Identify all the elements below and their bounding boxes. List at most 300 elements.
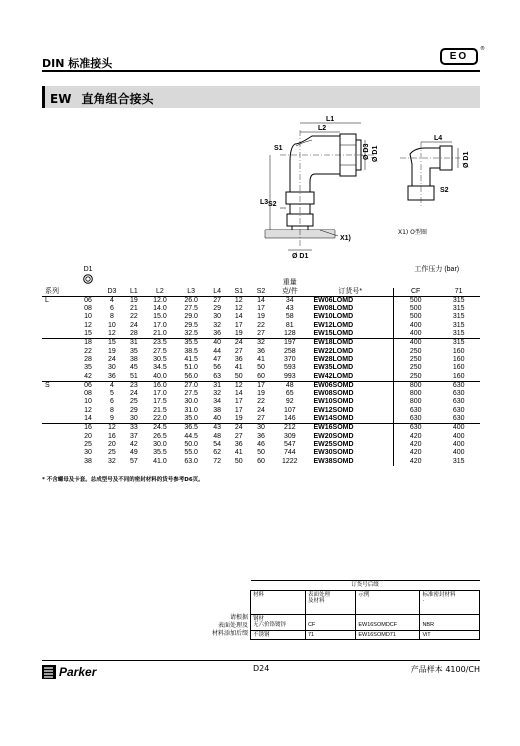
- table-cell: 400: [452, 449, 465, 457]
- table-cell: 12: [234, 381, 243, 389]
- table-cell: 45: [129, 364, 138, 372]
- table-cell: EW30SOMD: [313, 449, 354, 457]
- table-cell: 315: [452, 313, 465, 321]
- table-cell: 17: [257, 305, 265, 313]
- table-cell: EW14SOMD: [313, 415, 354, 423]
- table-cell: 12: [234, 296, 243, 304]
- section-name: 直角组合接头: [81, 92, 154, 106]
- table-cell: 72: [213, 457, 222, 465]
- table-cell: 309: [283, 432, 296, 440]
- table-cell: 250: [394, 356, 438, 364]
- table-cell: 27: [257, 415, 265, 423]
- table-cell: 5: [109, 390, 114, 398]
- table-cell: 40.0: [153, 372, 167, 380]
- table-cell: 30: [84, 449, 92, 457]
- table-cell: 30: [257, 424, 265, 432]
- table-cell: EW28LOMD: [313, 355, 354, 363]
- col-header-l2: L2: [156, 287, 164, 295]
- table-cell: 27: [257, 330, 265, 338]
- table-cell: 993: [283, 372, 296, 380]
- table-cell: 400: [394, 330, 438, 339]
- dim-label-d1-detail: Ø D1: [463, 151, 470, 168]
- table-cell: 400: [452, 440, 465, 448]
- table-cell: EW08SOMD: [313, 390, 354, 398]
- table-cell: 8: [109, 313, 114, 321]
- table-cell: EW16SOMD: [313, 424, 354, 432]
- table-row: [42, 348, 480, 356]
- table-cell: 63: [213, 372, 222, 380]
- table-cell: 22: [257, 321, 265, 329]
- table-cell: 17.5: [153, 398, 167, 406]
- table-cell: 14: [257, 296, 265, 304]
- table-cell: 60: [257, 457, 265, 465]
- table-cell: 27: [234, 347, 243, 355]
- table-row: [42, 313, 480, 321]
- table-cell: [42, 305, 76, 313]
- parker-logo: [42, 662, 106, 682]
- table-cell: EW38SOMD: [313, 457, 354, 465]
- table-row: [42, 458, 480, 466]
- section-title: [50, 90, 153, 107]
- table-cell: 65: [285, 390, 294, 398]
- table-cell: 250: [394, 364, 438, 372]
- col-header-l4: L4: [213, 287, 222, 295]
- table-cell: 08: [84, 305, 92, 313]
- table-cell: 34: [285, 296, 294, 304]
- table-cell: 56: [213, 364, 222, 372]
- section-code: EW: [50, 92, 72, 106]
- table-cell: 22: [84, 347, 92, 355]
- table-cell: 24: [257, 406, 265, 414]
- suffix-table: [250, 580, 480, 640]
- table-cell: 24: [129, 321, 138, 329]
- table-cell: 420: [394, 433, 438, 441]
- table-cell: 160: [452, 347, 465, 355]
- table-row: [42, 441, 480, 449]
- table-cell: 49: [129, 449, 138, 457]
- table-cell: 15: [84, 330, 92, 338]
- table-cell: 8: [109, 406, 114, 414]
- table-cell: 27.5: [184, 305, 198, 313]
- suffix-side-note: 请根据 表面处理及 材料添加后缀: [211, 614, 248, 637]
- table-cell: 34: [213, 398, 222, 406]
- table-cell: 36: [257, 432, 265, 440]
- table-cell: 315: [452, 296, 465, 304]
- table-cell: 34.5: [153, 364, 167, 372]
- table-cell: 40: [213, 339, 222, 347]
- table-cell: [42, 424, 76, 433]
- table-cell: 32: [257, 339, 265, 347]
- table-cell: 30: [213, 313, 222, 321]
- table-cell: 593: [283, 364, 296, 372]
- table-cell: 160: [452, 355, 465, 363]
- table-cell: 197: [283, 339, 296, 347]
- dimension-table: [42, 266, 480, 466]
- table-cell: 41: [257, 355, 265, 363]
- table-cell: 24: [234, 424, 243, 432]
- table-cell: 30: [108, 364, 116, 372]
- table-cell: 29: [213, 305, 222, 313]
- col-header-cf: CF: [394, 288, 438, 297]
- table-cell: 15.0: [153, 313, 167, 321]
- table-cell: 35: [84, 364, 92, 372]
- table-cell: 315: [452, 321, 465, 329]
- table-row: [42, 373, 480, 382]
- table-cell: 10: [108, 321, 116, 329]
- table-row: [42, 339, 480, 348]
- table-cell: 17: [234, 398, 243, 406]
- table-cell: 37: [129, 432, 138, 440]
- dim-label-d1: Ø D1: [372, 145, 379, 162]
- table-cell: 250: [394, 348, 438, 356]
- table-row: [42, 449, 480, 457]
- table-cell: EW22LOMD: [313, 347, 354, 355]
- table-cell: 41: [234, 364, 243, 372]
- dim-label-l2: L2: [318, 125, 327, 132]
- table-cell: [42, 441, 76, 449]
- table-cell: 28: [129, 330, 138, 338]
- table-cell: 46: [257, 440, 265, 448]
- suffix-header-seal: 标准密封材料 ·: [420, 590, 480, 614]
- table-row: [42, 356, 480, 364]
- table-cell: EW18LOMD: [313, 339, 354, 347]
- table-row: [42, 381, 480, 390]
- table-row: [42, 322, 480, 330]
- table-cell: [42, 322, 76, 330]
- table-cell: 48: [285, 381, 294, 389]
- table-cell: 800: [394, 381, 438, 390]
- table-cell: 06: [84, 381, 92, 389]
- table-cell: EW08LOMD: [313, 305, 354, 313]
- table-cell: [42, 415, 76, 424]
- dim-label-d3: Ø D3: [363, 143, 370, 160]
- table-cell: 57: [129, 457, 138, 465]
- logo-text: EO: [449, 51, 469, 62]
- table-cell: 22: [129, 313, 138, 321]
- table-cell: 31.0: [184, 406, 198, 414]
- footnote: * 不含螺母及卡套。总成型号及不同的密封材料的货号参考D6页。: [42, 477, 204, 483]
- table-cell: 21: [129, 305, 138, 313]
- table-cell: 41: [234, 449, 243, 457]
- table-cell: 21.0: [153, 330, 167, 338]
- table-cell: 315: [452, 457, 465, 465]
- weight-header: 重量: [282, 279, 297, 287]
- table-cell: 12.0: [153, 296, 167, 304]
- table-cell: 36: [234, 440, 243, 448]
- table-cell: 40: [213, 415, 222, 423]
- table-cell: 19: [257, 390, 265, 398]
- table-cell: 20: [84, 432, 92, 440]
- table-cell: [42, 356, 76, 364]
- col-header-order: 订货号*: [338, 287, 363, 295]
- table-cell: 43: [213, 424, 222, 432]
- table-cell: EW35LOMD: [313, 364, 354, 372]
- weight-unit-header: 克/件: [281, 287, 298, 295]
- table-cell: 81: [285, 321, 294, 329]
- dim-label-d1-bottom: Ø D1: [292, 253, 309, 260]
- table-cell: 19: [234, 415, 243, 423]
- table-cell: 63.0: [184, 457, 198, 465]
- table-cell: 22: [257, 398, 265, 406]
- table-cell: 6: [109, 398, 114, 406]
- table-cell: [42, 390, 76, 398]
- table-cell: 160: [452, 372, 465, 380]
- table-cell: 35.5: [153, 449, 167, 457]
- dim-label-s1: S1: [274, 145, 283, 152]
- table-cell: [42, 364, 76, 372]
- header-rule: [42, 70, 480, 72]
- table-cell: 38: [84, 457, 92, 465]
- table-cell: 48: [213, 432, 222, 440]
- dim-label-l1: L1: [326, 116, 335, 123]
- table-cell: 27.0: [184, 381, 198, 389]
- table-cell: 27: [213, 296, 222, 304]
- table-cell: 800: [394, 398, 438, 406]
- table-cell: 315: [452, 339, 465, 347]
- table-cell: 160: [452, 364, 465, 372]
- table-cell: 315: [452, 330, 465, 338]
- table-cell: 315: [452, 305, 465, 313]
- dim-label-l4: L4: [434, 135, 443, 142]
- table-cell: 23: [129, 381, 138, 389]
- table-cell: 500: [394, 296, 438, 305]
- dim-label-s2-detail: S2: [440, 187, 449, 194]
- table-cell: 4: [109, 381, 114, 389]
- table-cell: 630: [452, 415, 465, 423]
- page-header-title: DIN 标准接头: [42, 57, 113, 70]
- table-cell: 370: [283, 355, 296, 363]
- footer-rule: [42, 660, 480, 661]
- table-cell: 25: [84, 440, 92, 448]
- table-cell: 60: [257, 372, 265, 380]
- table-cell: 630: [452, 406, 465, 414]
- table-cell: 26.0: [184, 296, 198, 304]
- table-cell: 4: [109, 296, 114, 304]
- table-row: [42, 433, 480, 441]
- col-header-s1: S1: [234, 287, 244, 295]
- table-cell: 29.0: [184, 313, 198, 321]
- logo-registered-mark: ®: [480, 46, 485, 52]
- table-cell: 10: [84, 313, 92, 321]
- col-header-s2: S2: [256, 287, 266, 295]
- table-cell: 12: [234, 305, 243, 313]
- table-cell: 630: [452, 398, 465, 406]
- table-cell: 25: [108, 449, 116, 457]
- table-cell: 17: [234, 321, 243, 329]
- table-cell: 128: [283, 330, 296, 338]
- suffix-cell: 71: [305, 630, 355, 640]
- catalog-number: 产品样本 4100/CH: [410, 665, 480, 674]
- suffix-table-title: 订货号后缀: [251, 581, 480, 591]
- table-cell: EW20SOMD: [313, 432, 354, 440]
- table-cell: 50: [234, 372, 243, 380]
- table-cell: 1222: [282, 457, 298, 465]
- table-cell: 42: [84, 372, 92, 380]
- suffix-cell: 钢材 无六价铬镀锌: [251, 614, 306, 630]
- table-cell: 29.5: [184, 321, 198, 329]
- table-cell: 800: [394, 390, 438, 398]
- table-cell: 12: [84, 406, 92, 414]
- table-cell: 420: [394, 449, 438, 457]
- suffix-cell: NBR: [420, 614, 480, 630]
- table-cell: [42, 313, 76, 321]
- table-cell: 212: [283, 424, 296, 432]
- table-cell: 33: [129, 424, 138, 432]
- table-cell: 12: [84, 321, 92, 329]
- table-row: [42, 364, 480, 372]
- table-cell: 35.5: [184, 339, 198, 347]
- suffix-cell: EW16SOMDCF: [356, 614, 420, 630]
- table-cell: [42, 449, 76, 457]
- table-cell: 17.0: [153, 390, 167, 398]
- table-cell: 250: [394, 373, 438, 382]
- table-cell: 19: [234, 330, 243, 338]
- table-cell: 51.0: [184, 364, 198, 372]
- suffix-header-treatment: 表面处理 及材料: [305, 590, 355, 614]
- table-cell: 6: [109, 305, 114, 313]
- table-cell: 420: [394, 458, 438, 466]
- d1-header: D1: [83, 266, 93, 273]
- table-cell: 44: [213, 347, 222, 355]
- table-cell: 54: [213, 440, 222, 448]
- table-cell: 15: [108, 339, 116, 347]
- table-cell: 500: [394, 313, 438, 321]
- parker-mark-icon: [42, 665, 56, 679]
- table-cell: 27.5: [184, 390, 198, 398]
- table-cell: L: [45, 296, 49, 304]
- table-cell: 14: [234, 313, 243, 321]
- table-cell: 36: [108, 372, 116, 380]
- table-row: [42, 330, 480, 339]
- table-cell: 12: [108, 424, 116, 432]
- table-cell: 16.0: [153, 381, 167, 389]
- table-cell: [42, 398, 76, 406]
- table-row: [42, 296, 480, 305]
- table-row: [42, 424, 480, 433]
- table-cell: 51: [129, 372, 138, 380]
- table-cell: 08: [84, 390, 92, 398]
- table-cell: [42, 339, 76, 348]
- table-cell: 32: [108, 457, 116, 465]
- table-cell: 27: [234, 432, 243, 440]
- table-cell: 30: [129, 415, 138, 423]
- table-cell: [42, 373, 76, 382]
- table-cell: 400: [394, 322, 438, 330]
- table-cell: 21.5: [153, 406, 167, 414]
- table-cell: 14: [234, 390, 243, 398]
- suffix-cell: 不锈钢: [251, 630, 306, 640]
- table-cell: 630: [452, 390, 465, 398]
- table-cell: 35: [129, 347, 138, 355]
- table-cell: 16: [108, 432, 116, 440]
- table-cell: 630: [452, 381, 465, 389]
- table-cell: 50: [234, 457, 243, 465]
- table-cell: 14.0: [153, 305, 167, 313]
- table-cell: 19: [129, 296, 138, 304]
- table-cell: 107: [283, 406, 296, 414]
- table-cell: EW25SOMD: [313, 440, 354, 448]
- table-cell: 28: [84, 355, 92, 363]
- suffix-header-material: 材料: [251, 590, 306, 614]
- table-cell: 630: [394, 415, 438, 424]
- table-cell: 41.0: [153, 457, 167, 465]
- table-cell: 38: [129, 355, 138, 363]
- table-cell: 26.5: [153, 432, 167, 440]
- table-cell: 17.0: [153, 321, 167, 329]
- table-cell: 42: [129, 440, 138, 448]
- table-cell: 06: [84, 296, 92, 304]
- col-header-series: 系列: [45, 287, 59, 295]
- table-cell: 400: [452, 424, 465, 432]
- suffix-cell: CF: [305, 614, 355, 630]
- label-x1: X1): [340, 235, 351, 242]
- table-cell: 18: [84, 339, 92, 347]
- table-cell: EW12SOMD: [313, 406, 354, 414]
- table-cell: 400: [452, 432, 465, 440]
- technical-drawing: [240, 112, 480, 262]
- table-cell: 50: [257, 449, 265, 457]
- table-cell: 12: [108, 330, 116, 338]
- table-cell: EW42LOMD: [313, 372, 354, 380]
- suffix-header-example: 示例: [356, 590, 420, 614]
- table-cell: 24: [108, 355, 116, 363]
- table-cell: 36: [257, 347, 265, 355]
- table-row: [42, 415, 480, 424]
- suffix-cell: ViT: [420, 630, 480, 640]
- table-cell: 630: [394, 424, 438, 433]
- table-cell: 36.5: [184, 424, 198, 432]
- table-cell: 400: [394, 339, 438, 348]
- table-cell: 47: [213, 355, 222, 363]
- table-cell: 420: [394, 441, 438, 449]
- table-cell: EW15LOMD: [313, 330, 354, 338]
- table-cell: 50: [257, 364, 265, 372]
- table-cell: 16: [84, 424, 92, 432]
- table-cell: [42, 330, 76, 339]
- table-cell: EW12LOMD: [313, 321, 354, 329]
- table-cell: 9: [109, 415, 114, 423]
- parker-brand: Parker: [59, 665, 97, 679]
- table-cell: 24.5: [153, 424, 167, 432]
- table-cell: 22.0: [153, 415, 167, 423]
- table-cell: [42, 433, 76, 441]
- table-cell: EW06SOMD: [313, 381, 354, 389]
- table-row: [42, 407, 480, 415]
- table-cell: EW10LOMD: [313, 313, 354, 321]
- table-cell: [42, 458, 76, 466]
- table-cell: 30.5: [153, 355, 167, 363]
- table-cell: 17: [234, 406, 243, 414]
- dim-label-s2: S2: [268, 201, 277, 208]
- table-cell: 38: [213, 406, 222, 414]
- table-cell: 35.0: [184, 415, 198, 423]
- table-row: [42, 390, 480, 398]
- table-row: [42, 398, 480, 406]
- table-cell: [42, 348, 76, 356]
- oring-note: X1) O型圈: [398, 229, 427, 236]
- col-header-71: 71: [454, 287, 463, 295]
- table-cell: 25: [129, 398, 138, 406]
- table-cell: 547: [283, 440, 296, 448]
- table-cell: 41.5: [184, 355, 198, 363]
- table-cell: 36: [213, 330, 222, 338]
- table-cell: 50.0: [184, 440, 198, 448]
- dim-label-l3: L3: [260, 199, 269, 206]
- table-cell: 44.5: [184, 432, 198, 440]
- table-cell: S: [45, 381, 50, 389]
- table-cell: 62: [213, 449, 222, 457]
- col-header-l1: L1: [129, 287, 138, 295]
